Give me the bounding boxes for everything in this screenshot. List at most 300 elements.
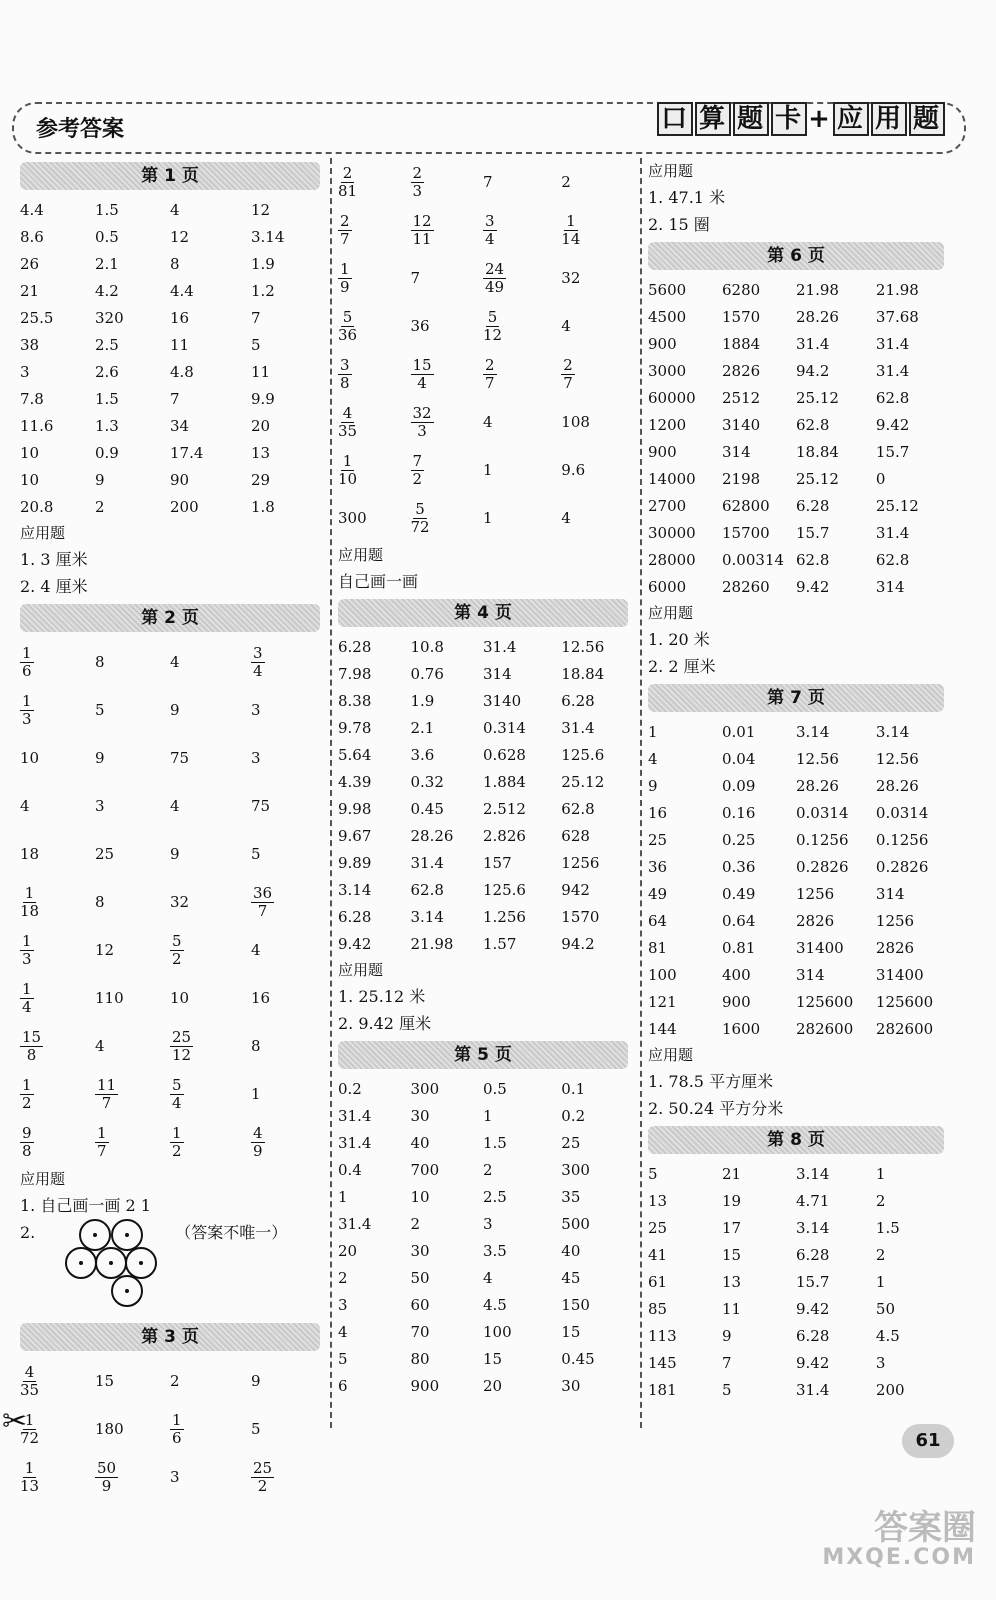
answer-cell: 5	[648, 1164, 658, 1183]
answer-cell: 15.7	[875, 442, 910, 461]
answer-cell: 7.98	[338, 664, 372, 683]
answer-row	[648, 1349, 944, 1376]
answer-cell: 32	[170, 893, 190, 911]
answer-cell: 125600	[796, 992, 854, 1011]
numerator: 1	[22, 692, 32, 710]
answer-cell	[483, 254, 561, 302]
numerator: 1	[24, 884, 35, 902]
answer-cell	[483, 206, 561, 254]
answer-cell	[561, 350, 628, 398]
numerator: 1	[22, 980, 32, 998]
fraction	[95, 1460, 118, 1495]
denominator: 7	[340, 230, 350, 248]
answer-cell: 3.14	[875, 722, 910, 741]
answer-cell: 3140	[722, 415, 761, 434]
answer-cell: 2512	[722, 388, 761, 407]
answer-row	[338, 254, 628, 302]
answer-cell: 90	[170, 470, 190, 489]
answer-cell: 28.26	[796, 776, 839, 795]
answer-cell	[411, 158, 484, 206]
answer-row	[648, 1015, 944, 1042]
answer-cell	[338, 350, 411, 398]
apply-answer-2	[20, 1219, 320, 1319]
apply-label: 应用题	[648, 604, 694, 622]
answers-p4	[338, 633, 628, 957]
answer-cell: 4	[483, 413, 493, 431]
answer-cell: 12	[170, 227, 190, 246]
answer-cell: 8.38	[338, 691, 372, 710]
title-char: 应	[833, 102, 869, 136]
answer-cell: 628	[561, 826, 590, 845]
answer-cell: 2	[95, 497, 105, 516]
apply-answer: 1. 47.1 米	[648, 188, 726, 207]
answer-cell: 9.9	[251, 389, 275, 408]
answer-cell: 110	[95, 989, 124, 1007]
answer-cell: 9	[170, 701, 180, 719]
answer-cell	[251, 1118, 320, 1166]
answer-cell: 5	[722, 1380, 732, 1399]
answer-cell: 1	[483, 461, 493, 479]
answer-cell: 0.0314	[875, 803, 929, 822]
answer-cell: 9	[648, 776, 658, 795]
answer-cell: 21.98	[796, 280, 839, 299]
answer-cell: 4	[338, 1322, 348, 1341]
answer-cell: 700	[410, 1160, 440, 1179]
answer-cell: 300	[338, 509, 367, 527]
numerator: 5	[172, 1076, 182, 1094]
denominator: 35	[20, 1381, 40, 1399]
answer-cell: 20	[483, 1376, 503, 1395]
numerator: 36	[253, 884, 273, 902]
answer-cell: 0.36	[722, 857, 756, 876]
denominator: 7	[563, 374, 573, 392]
denominator: 2	[257, 1477, 268, 1495]
answer-cell: 60000	[648, 388, 696, 407]
circle-shape	[79, 1219, 111, 1251]
denominator: 3	[22, 710, 32, 728]
numerator: 5	[172, 932, 182, 950]
answer-cell: 41	[648, 1245, 668, 1264]
answer-row	[338, 1183, 628, 1210]
title-char: 题	[909, 102, 945, 136]
answer-row	[338, 849, 628, 876]
numerator: 15	[22, 1028, 42, 1046]
fraction	[338, 357, 352, 392]
answer-cell: 50	[410, 1268, 430, 1287]
answer-cell: 10	[20, 749, 40, 767]
answer-row	[648, 357, 944, 384]
answer-cell: 94.2	[796, 361, 830, 380]
answer-cell: 9.42	[796, 1299, 830, 1318]
denominator: 8	[26, 1046, 37, 1064]
apply-label: 应用题	[20, 524, 66, 542]
answer-cell	[95, 1453, 170, 1501]
answer-cell: 0.81	[722, 938, 756, 957]
answer-cell: 2.5	[95, 335, 119, 354]
apply-answer: 2. 50.24 平方分米	[648, 1099, 784, 1118]
answer-cell: 21.98	[410, 934, 454, 953]
answer-cell: 25	[95, 845, 115, 863]
answer-row	[648, 1214, 944, 1241]
answer-cell: 80	[410, 1349, 430, 1368]
book-series-title	[656, 98, 946, 135]
answer-cell: 320	[95, 308, 124, 327]
answer-row	[20, 223, 320, 250]
answer-row	[648, 853, 944, 880]
answer-cell	[20, 1357, 95, 1405]
answer-cell: 16	[648, 803, 668, 822]
answer-cell: 15.7	[796, 1272, 830, 1291]
answer-cell: 1256	[875, 911, 915, 930]
answer-cell: 25.12	[875, 496, 919, 515]
fraction	[483, 309, 502, 344]
denominator: 2	[22, 1094, 32, 1112]
answer-cell: 0.64	[722, 911, 756, 930]
answer-cell: 5	[251, 1420, 261, 1438]
answer-cell: 282600	[875, 1019, 934, 1038]
answer-row	[20, 1070, 320, 1118]
column-2	[338, 158, 628, 1399]
answer-cell: 21	[20, 281, 40, 300]
numerator: 7	[412, 452, 423, 470]
answer-cell: 4	[170, 653, 180, 671]
circle-shape	[111, 1275, 143, 1307]
answer-cell: 314	[875, 577, 905, 596]
answer-cell: 314	[722, 442, 751, 461]
denominator: 4	[417, 374, 427, 392]
apply-label: 应用题	[648, 162, 694, 180]
answers-p3-cont	[338, 158, 628, 542]
fraction	[338, 309, 357, 344]
answer-row	[648, 1268, 944, 1295]
answer-cell: 5600	[648, 280, 687, 299]
numerator: 1	[22, 644, 32, 662]
answer-row	[20, 304, 320, 331]
answer-row	[338, 1210, 628, 1237]
answer-cell: 2826	[875, 938, 915, 957]
answer-cell: 7.8	[20, 389, 44, 408]
answer-cell: 144	[648, 1019, 677, 1038]
answer-cell: 31400	[796, 938, 844, 957]
answer-cell: 12.56	[561, 637, 605, 656]
answer-cell: 28.26	[875, 776, 919, 795]
apply-answer: 2. 9.42 厘米	[338, 1014, 432, 1033]
denominator: 6	[22, 662, 32, 680]
answer-cell: 7	[251, 308, 261, 327]
answer-cell: 9.78	[338, 718, 372, 737]
denominator: 35	[338, 422, 358, 440]
answer-cell: 1.8	[251, 497, 275, 516]
answer-cell: 6.28	[796, 496, 830, 515]
answer-cell	[338, 302, 411, 350]
answer-cell: 12	[251, 200, 271, 219]
answer-cell: 37.68	[875, 307, 919, 326]
answer-cell: 31.4	[338, 1106, 372, 1125]
answer-cell	[338, 206, 411, 254]
numerator: 11	[97, 1076, 117, 1094]
fraction	[483, 261, 506, 296]
answer-cell: 0.5	[483, 1079, 507, 1098]
answer-cell: 1	[251, 1085, 261, 1103]
section-header-p2: 第 2 页	[20, 604, 320, 632]
denominator: 9	[340, 278, 350, 296]
answer-cell: 94.2	[561, 934, 595, 953]
denominator: 81	[338, 182, 358, 200]
answer-row	[648, 1187, 944, 1214]
fraction	[95, 1125, 109, 1160]
denominator: 10	[338, 470, 358, 488]
answer-cell: 26	[20, 254, 40, 273]
answer-cell: 2198	[722, 469, 761, 488]
answer-cell: 7	[170, 389, 180, 408]
answer-row	[20, 439, 320, 466]
answer-cell: 9.67	[338, 826, 372, 845]
numerator: 3	[253, 644, 263, 662]
answer-cell: 6000	[648, 577, 687, 596]
fraction	[251, 645, 265, 680]
answer-row	[20, 1022, 320, 1070]
answer-cell: 1.5	[95, 389, 119, 408]
numerator: 2	[342, 164, 353, 182]
answer-cell: 121	[648, 992, 677, 1011]
answer-row	[20, 638, 320, 686]
answer-cell: 29	[251, 470, 271, 489]
answer-cell: 4	[170, 200, 180, 219]
answer-cell: 0.09	[722, 776, 756, 795]
denominator: 2	[412, 470, 423, 488]
answer-cell: 0.32	[410, 772, 444, 791]
answer-cell	[20, 974, 95, 1022]
answer-row	[338, 494, 628, 542]
answer-row	[338, 1102, 628, 1129]
answer-row	[648, 934, 944, 961]
answer-cell: 62.8	[875, 388, 910, 407]
answer-cell: 400	[722, 965, 751, 984]
answer-row	[338, 350, 628, 398]
fraction	[20, 645, 34, 680]
answer-row	[648, 438, 944, 465]
answer-cell: 11	[722, 1299, 742, 1318]
circle-shape	[125, 1247, 157, 1279]
answer-cell: 300	[410, 1079, 440, 1098]
answer-cell	[170, 1022, 251, 1070]
answer-cell: 35	[561, 1187, 581, 1206]
scissors-icon: ✂	[2, 1404, 28, 1439]
answer-cell: 5	[338, 1349, 348, 1368]
answer-cell: 60	[410, 1295, 430, 1314]
answer-cell: 150	[561, 1295, 590, 1314]
apply-answer: 1. 3 厘米	[20, 550, 88, 569]
answer-row	[338, 714, 628, 741]
answer-cell: 18.84	[796, 442, 839, 461]
title-char: 卡	[771, 102, 807, 136]
numerator: 1	[22, 932, 32, 950]
title-char: 用	[871, 102, 907, 136]
answer-cell: 13	[251, 443, 271, 462]
answer-cell: 15	[95, 1372, 115, 1390]
answer-cell: 4	[251, 941, 261, 959]
answer-cell	[20, 686, 95, 734]
answer-cell: 4	[561, 509, 571, 527]
answer-cell: 14000	[648, 469, 696, 488]
answer-cell: 1.3	[95, 416, 119, 435]
numerator: 4	[342, 404, 353, 422]
answer-cell: 20	[251, 416, 271, 435]
fraction	[20, 885, 39, 920]
answer-cell: 8.6	[20, 227, 44, 246]
answer-row	[648, 303, 944, 330]
fraction	[20, 1077, 34, 1112]
answer-cell: 9	[722, 1326, 732, 1345]
answer-row	[648, 772, 944, 799]
denominator: 8	[340, 374, 350, 392]
fraction	[170, 933, 184, 968]
denominator: 7	[101, 1094, 112, 1112]
denominator: 3	[412, 182, 423, 200]
answer-cell: 3.14	[796, 1164, 830, 1183]
answer-cell: 11	[251, 362, 271, 381]
answer-row	[20, 493, 320, 520]
answer-row	[648, 1322, 944, 1349]
denominator: 9	[101, 1477, 112, 1495]
answer-cell: 15	[722, 1245, 742, 1264]
answer-cell: 1.57	[483, 934, 517, 953]
numerator: 1	[172, 1411, 182, 1429]
fraction	[170, 1077, 184, 1112]
apply-answer: 2. 2 厘米	[648, 657, 716, 676]
answer-cell: 181	[648, 1380, 677, 1399]
answer-cell: 20	[338, 1241, 358, 1260]
answer-cell: 1.5	[95, 200, 119, 219]
numerator: 9	[22, 1124, 32, 1142]
section-header-p4: 第 4 页	[338, 599, 628, 627]
answer-cell: 4.5	[483, 1295, 507, 1314]
answers-p5	[338, 1075, 628, 1399]
answer-row	[338, 206, 628, 254]
answer-cell	[483, 302, 561, 350]
denominator: 18	[20, 902, 40, 920]
answer-cell: 31.4	[410, 853, 444, 872]
answer-cell: 40	[561, 1241, 581, 1260]
numerator: 1	[24, 1411, 35, 1429]
answer-cell: 6.28	[338, 907, 372, 926]
answer-cell: 2	[875, 1245, 886, 1264]
answer-cell: 108	[561, 413, 590, 431]
answer-row	[20, 974, 320, 1022]
fraction	[170, 1125, 184, 1160]
denominator: 4	[485, 230, 495, 248]
answer-cell: 2	[561, 173, 571, 191]
apply-label: 应用题	[338, 961, 384, 979]
answer-row	[338, 930, 628, 957]
fraction	[251, 1125, 265, 1160]
answers-p1	[20, 196, 320, 520]
answer-cell: 3.6	[410, 745, 435, 764]
answer-cell: 4.8	[170, 362, 194, 381]
answer-cell: 200	[170, 497, 199, 516]
denominator: 72	[410, 518, 430, 536]
fraction	[170, 1412, 184, 1447]
answer-cell: 16	[170, 308, 190, 327]
answer-row	[338, 768, 628, 795]
numerator: 4	[24, 1363, 35, 1381]
answer-note: （答案不唯一）	[175, 1223, 288, 1242]
answer-cell: 8	[95, 653, 105, 671]
answer-row	[20, 466, 320, 493]
answer-cell: 25	[561, 1133, 581, 1152]
answer-cell: 9.98	[338, 799, 372, 818]
answer-cell: 3	[338, 1295, 348, 1314]
answer-row	[20, 277, 320, 304]
answer-row	[648, 573, 944, 600]
answer-cell: 20.8	[20, 497, 54, 516]
answer-cell: 0.2826	[796, 857, 849, 876]
section-header-p6: 第 6 页	[648, 242, 944, 270]
fraction	[411, 357, 434, 392]
answer-cell: 31.4	[338, 1214, 372, 1233]
answer-cell: 314	[875, 884, 905, 903]
answer-cell: 11	[170, 335, 190, 354]
answer-cell: 15.7	[796, 523, 830, 542]
answers-p6	[648, 276, 944, 600]
answer-cell: 2	[170, 1372, 180, 1390]
answer-row	[20, 385, 320, 412]
fraction	[20, 933, 34, 968]
column-divider	[330, 158, 332, 1428]
answer-cell: 2.1	[95, 254, 119, 273]
answer-cell: 2.826	[483, 826, 526, 845]
answer-row	[338, 398, 628, 446]
answer-cell: 0.04	[722, 749, 756, 768]
answer-cell: 0.00314	[722, 550, 785, 569]
answer-row	[338, 1156, 628, 1183]
answer-cell: 62.8	[875, 550, 910, 569]
answer-cell: 9	[95, 749, 105, 767]
answer-cell: 2	[875, 1191, 886, 1210]
denominator: 13	[20, 1477, 40, 1495]
answer-cell: 125.6	[561, 745, 605, 764]
answer-cell: 9.6	[561, 461, 586, 479]
answer-cell: 18.84	[561, 664, 605, 683]
answer-cell: 25.12	[796, 388, 839, 407]
answer-cell: 1.5	[875, 1218, 900, 1237]
answer-cell: 9.89	[338, 853, 372, 872]
answer-cell: 2	[338, 1268, 348, 1287]
answer-cell: 31.4	[483, 637, 517, 656]
column-1	[20, 158, 320, 1501]
denominator: 3	[22, 950, 32, 968]
answer-cell: 4	[483, 1268, 493, 1287]
answer-cell: 1256	[561, 853, 600, 872]
answer-cell: 1.884	[483, 772, 526, 791]
denominator: 72	[20, 1429, 40, 1447]
answer-cell: 2	[483, 1160, 493, 1179]
answer-cell: 75	[251, 797, 271, 815]
title-char: 口	[657, 102, 693, 136]
answer-cell: 9.42	[875, 415, 910, 434]
answer-cell: 900	[410, 1376, 440, 1395]
fraction	[411, 405, 434, 440]
answer-cell: 13	[722, 1272, 742, 1291]
answer-cell: 3	[95, 797, 105, 815]
answer-cell: 0.1	[561, 1079, 586, 1098]
denominator: 14	[561, 230, 581, 248]
answer-cell	[20, 1022, 95, 1070]
numerator: 24	[485, 260, 505, 278]
answer-cell: 13	[648, 1191, 668, 1210]
answer-cell: 31.4	[338, 1133, 372, 1152]
answer-cell: 2.512	[483, 799, 526, 818]
